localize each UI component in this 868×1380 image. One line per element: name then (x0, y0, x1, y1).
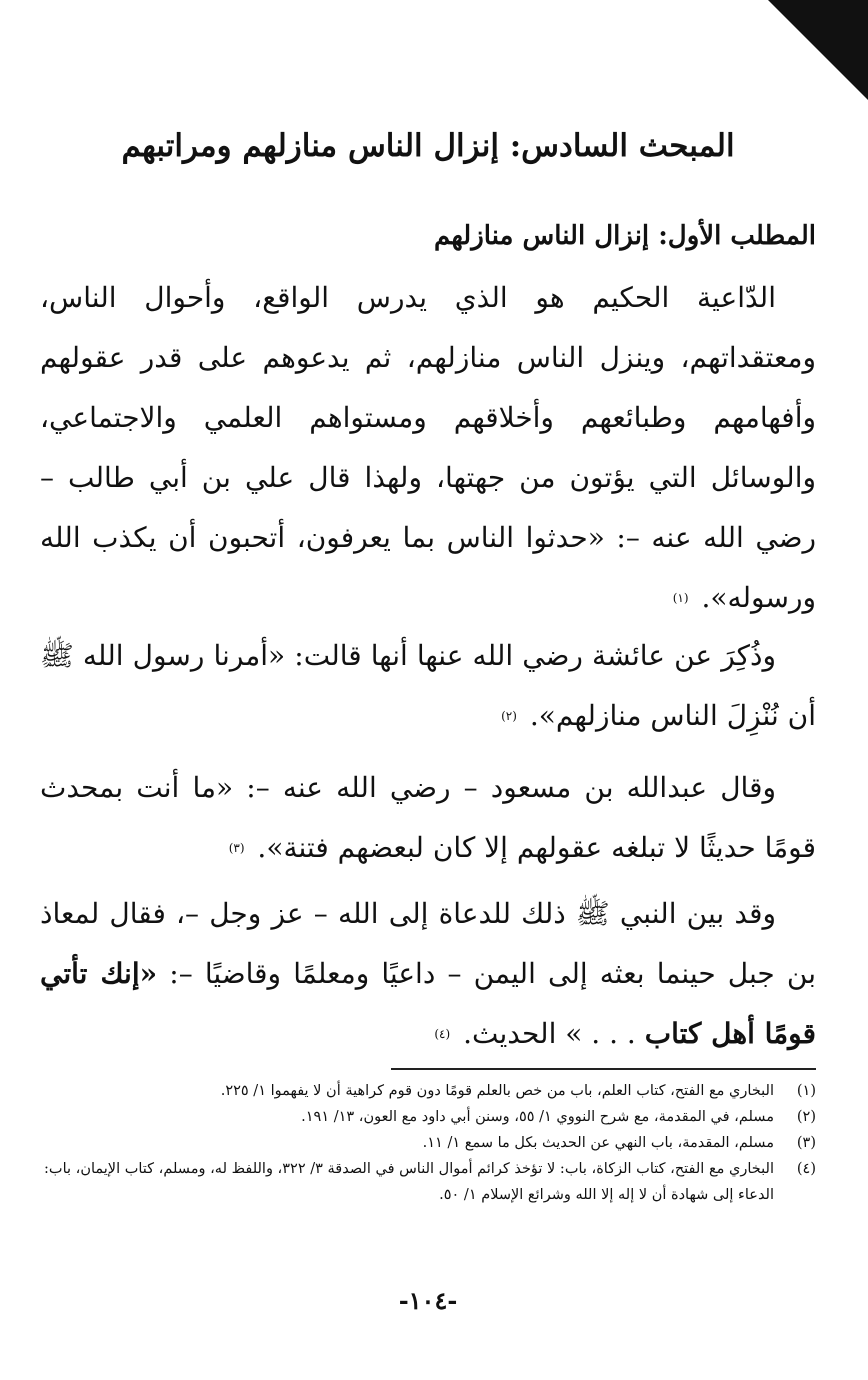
paragraph-1-text: الدّاعية الحكيم هو الذي يدرس الواقع، وأحوال الناس، ومعتقداتهم، وينزل الناس منازلهم، ثم يدعوهم على قدر عقولهم وأفهامهم وطبائعهم وأخلاقهم ومستواهم العلمي والاجتماعي، والوسائل التي يؤتون من جهتها، ولهذا قال علي بن أبي طالب – رضي الله عنه –: «حدثوا الناس بما يعرفون، أتحبون أن يكذب الله ورسوله». (40, 281, 817, 614)
paragraph-4-end: . . . » الحديث. (463, 1017, 645, 1050)
section-title: المبحث السادس: إنزال الناس منازلهم ومراتبهم (121, 128, 735, 164)
paragraph-2 (40, 626, 816, 746)
paragraph-4-quote: «إنك تأتي قومًا أهل كتاب (40, 957, 816, 1050)
footnote-number: (٤) (796, 1161, 816, 1177)
footnote-text: البخاري مع الفتح، كتاب الزكاة، باب: لا تؤخذ كرائم أموال الناس في الصدقة ٣/ ٣٢٢، واللفظ له، ومسلم، كتاب الإيمان، باب: الدعاء إلى شهادة أن لا إله إلا الله وشرائع الإسلام ١/ ٥٠. (44, 1161, 774, 1203)
footnote-text: البخاري مع الفتح، كتاب العلم، باب من خص بالعلم قومًا دون قوم كراهية أن لا يفهموا ١/ ٢٢٥. (220, 1083, 774, 1099)
footnote-ref-2: (٢) (501, 709, 517, 723)
paragraph-4-text: وقد بين النبي ﷺ ذلك للدعاة إلى الله – عز وجل –، فقال لمعاذ بن جبل حينما بعثه إلى اليمن – داعيًا ومعلمًا وقاضيًا –: (40, 897, 816, 990)
paragraph-3 (40, 758, 816, 878)
footnote-divider (391, 1068, 816, 1070)
footnote-ref-1: (١) (672, 591, 689, 605)
footnote-3 (40, 1130, 816, 1156)
subsection-title: المطلب الأول: إنزال الناس منازلهم (434, 221, 816, 251)
footnotes (40, 1078, 816, 1208)
footnote-ref-4: (٤) (434, 1027, 451, 1041)
footnote-ref-3: (٣) (228, 841, 245, 855)
footnote-number: (١) (796, 1083, 816, 1099)
page-corner-mark (768, 0, 868, 100)
footnote-number: (٣) (796, 1135, 816, 1151)
page-number: -١٠٤- (398, 1286, 458, 1315)
footnote-text: مسلم، في المقدمة، مع شرح النووي ١/ ٥٥، وسنن أبي داود مع العون، ١٣/ ١٩١. (301, 1109, 774, 1125)
paragraph-4 (40, 884, 816, 1064)
paragraph-3-text: وقال عبدالله بن مسعود – رضي الله عنه –: «ما أنت بمحدث قومًا حديثًا لا تبلغه عقولهم إلا كان لبعضهم فتنة». (40, 771, 816, 864)
footnote-4 (40, 1156, 816, 1208)
footnote-text: مسلم، المقدمة، باب النهي عن الحديث بكل ما سمع ١/ ١١. (422, 1135, 774, 1151)
footnote-1 (40, 1078, 816, 1104)
paragraph-2-text: وذُكِرَ عن عائشة رضي الله عنها أنها قالت: «أمرنا رسول الله ﷺ أن نُنْزِلَ الناس منازلهم». (40, 639, 816, 732)
paragraph-1 (40, 268, 816, 628)
footnote-2 (40, 1104, 816, 1130)
footnote-number: (٢) (796, 1109, 816, 1125)
